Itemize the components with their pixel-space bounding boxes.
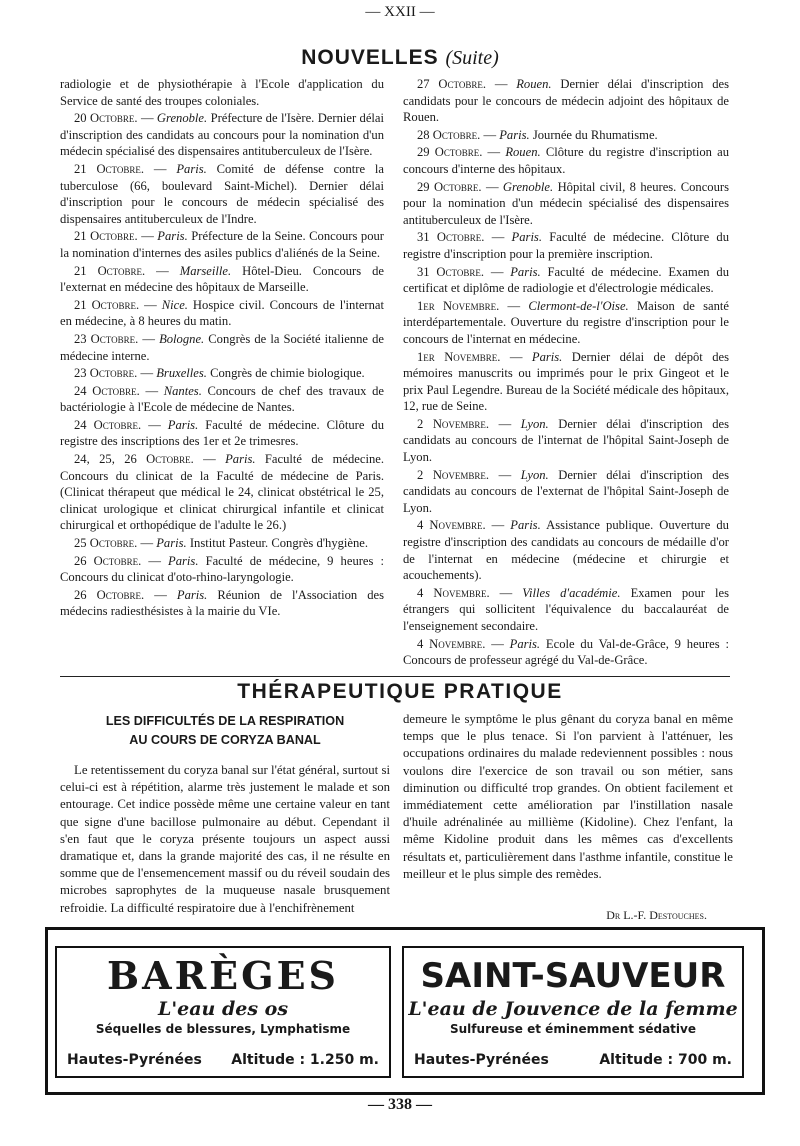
news-entry: 24 Octobre. — Nantes. Concours de chef des travaux de bactériologie à l'Ecole de médecine de Nantes.	[60, 383, 385, 415]
news-date: 24 Octobre.	[74, 417, 142, 432]
news-entry: 21 Octobre. — Paris. Préfecture de la Seine. Concours pour la nomination d'internes des asiles publics d'aliénés de la Seine.	[60, 229, 384, 260]
news-text: Faculté de médecine. Clôture du registre d'inscription pour la première inscription.	[403, 230, 730, 261]
page-number: — 338 —	[368, 1096, 432, 1113]
ad-saint-sauveur-region: Hautes-Pyrénées	[414, 1052, 549, 1068]
news-date: 24, 25, 26 Octobre.	[74, 452, 194, 467]
news-entry: 29 Octobre. — Rouen. Clôture du registre d'inscription au concours d'interne des hôpitaux.	[403, 145, 729, 176]
news-city: Bruxelles.	[156, 366, 207, 381]
ad-saint-sauveur-altitude: Altitude : 700 m.	[599, 1052, 732, 1068]
news-entry: 1er Novembre. — Clermont-de-l'Oise. Maison de santé interdépartementale. Ouverture du registre d'inscription pour le concours de l'internat en médecine.	[403, 298, 730, 346]
advertisement-saint-sauveur	[402, 946, 744, 1078]
ad-bareges-name: BARÈGES	[106, 953, 339, 998]
news-city: Grenoble.	[156, 111, 208, 126]
news-entry: 4 Novembre. — Paris. Assistance publique. Ouverture du registre d'inscription des candidats au concours de médaille d'or de l'internat en médecine (médecine et chirurgie et acouchements).	[403, 518, 729, 583]
news-city: Villes d'académie.	[522, 585, 621, 600]
news-city: Paris.	[225, 452, 256, 467]
news-date: 4 Novembre.	[417, 518, 486, 533]
news-date: 31 Octobre.	[417, 230, 485, 245]
article-title-line2: AU COURS DE CORYZA BANAL	[129, 733, 321, 747]
ad-bareges-subtitle: Séquelles de blessures, Lymphatisme	[95, 1022, 351, 1036]
news-city: Paris.	[510, 518, 541, 533]
news-text: Congrès de la Société italienne de médecine interne.	[60, 331, 385, 363]
news-text: Dernier délai d'inscription des candidats au concours de l'internat de l'hôpital Saint-Joseph de Lyon.	[403, 416, 729, 465]
news-city: Lyon.	[520, 416, 549, 431]
news-text: Préfecture de l'Isère. Dernier délai d'inscription des candidats au concours pour la nomination d'un médecin spécialisé des dispensaires antituberculeux de l'Isère.	[60, 111, 385, 159]
news-entry: 25 Octobre. — Paris. Institut Pasteur. Congrès d'hygiène.	[74, 536, 369, 551]
news-date: 25 Octobre.	[74, 536, 138, 551]
news-city: Lyon.	[520, 467, 549, 482]
news-text: Faculté de médecine. Clôture du registre des inscriptions des 1er et 2e trimesres.	[60, 417, 385, 449]
news-date: 21 Octobre.	[74, 297, 140, 312]
roman-page-number: — XXII —	[365, 4, 435, 20]
section-title: NOUVELLES	[301, 46, 439, 69]
news-text: Hospice civil. Concours de l'internat en médecine, à 8 heures du matin.	[60, 297, 385, 329]
news-city: Paris.	[156, 536, 187, 551]
news-city: Paris.	[510, 264, 541, 279]
news-text: Examen pour les étrangers qui sollicitent l'équivalence du baccalauréat de l'enseignement secondaire.	[403, 585, 729, 633]
news-date: 28 Octobre.	[417, 127, 481, 142]
news-entry: 20 Octobre. — Grenoble. Préfecture de l'Isère. Dernier délai d'inscription des candidats au concours pour la nomination d'un médecin spécialisé des dispensaires antituberculeux de l'Isère.	[60, 111, 385, 159]
news-city: Nice.	[161, 297, 188, 312]
news-entry: 21 Octobre. — Paris. Comité de défense contre la tuberculose (66, boulevard Saint-Michel). Dernier délai d'inscription pour le concours de médecin spécialisé des dispensaires antituberculeux de l'Indre.	[60, 161, 385, 226]
news-date: 21 Octobre.	[74, 229, 138, 244]
news-date: 4 Novembre.	[417, 585, 490, 600]
news-city: Marseille.	[179, 263, 232, 278]
article-paragraph-1: Le retentissement du coryza banal sur l'état général, surtout si celui-ci est à répétition, alarme très justement le malade et son entourage. Cet indice possède même une certaine valeur en tant que signe d'une bacillose pulmonaire au début. Cependant il s'en faut que le coryza présente toujours un aspect aussi dramatique et, dans la grande majorité des cas, il ne résulte en somme que de l'ensemencement massif ou du réveil soudain des microbes saprophytes de la muqueuse nasale brusquement refroidie. La difficulté respiratoire due à l'enchifrènement	[60, 763, 390, 915]
nouvelles-column-left	[60, 76, 384, 620]
ad-saint-sauveur-slogan: L'eau de Jouvence de la femme	[408, 998, 738, 1020]
news-entry: 1er Novembre. — Paris. Dernier délai de dépôt des mémoires manuscrits ou imprimés pour le prix Gingeot et le prix Paul Legendre. Bureau de la Société médicale des hôpitaux, 12, rue de Seine.	[403, 349, 729, 414]
news-text: Institut Pasteur. Congrès d'hygiène.	[189, 536, 369, 551]
ad-saint-sauveur-subtitle: Sulfureuse et éminemment sédative	[450, 1022, 696, 1036]
news-text: Faculté de médecine, 9 heures : Concours du clinicat d'oto-rhino-laryngologie.	[60, 553, 385, 585]
news-text: Réunion de l'Association des médecins radiesthésistes à la mairie du VIe.	[60, 587, 385, 619]
news-text: Faculté de médecine. Concours du clinicat de la Faculté de médecine de Paris. (Clinicat thérapeut que médical le 24, clinicat obstétrical le 25, clinicat urologique et clinicat chirurgical infantile et clinicat chirurgical et orthopédique de l'adulte le 26.)	[60, 452, 385, 533]
ad-saint-sauveur-name: SAINT-SAUVEUR	[420, 956, 726, 996]
news-text: Dernier délai d'inscription des candidats pour le concours de médecin adjoint des hôpitaux de Rouen.	[403, 77, 729, 125]
news-city: Rouen.	[505, 145, 541, 160]
news-date: 23 Octobre.	[74, 366, 138, 381]
news-date: 27 Octobre.	[417, 77, 486, 91]
news-city: Paris.	[176, 161, 207, 176]
news-entry: 4 Novembre. — Villes d'académie. Examen pour les étrangers qui sollicitent l'équivalence du baccalauréat de l'enseignement secondaire.	[403, 585, 729, 633]
article-column-right	[403, 711, 733, 883]
news-city: Grenoble.	[502, 179, 554, 194]
news-date: 1er Novembre.	[417, 298, 500, 313]
news-entry: 24, 25, 26 Octobre. — Paris. Faculté de médecine. Concours du clinicat de la Faculté de médecine de Paris. (Clinicat thérapeut que médical le 24, clinicat obstétrical le 25, clinicat urologique et clinicat chirurgical infantile et clinicat chirurgical et orthopédique de l'adulte le 26.)	[60, 452, 385, 533]
news-text: Journée du Rhumatisme.	[532, 127, 658, 142]
news-city: Paris.	[531, 349, 563, 364]
news-city: Nantes.	[163, 383, 202, 398]
section-heading	[0, 46, 800, 70]
news-date: 26 Octobre.	[74, 587, 145, 602]
news-date: 21 Octobre.	[74, 263, 146, 278]
news-date: 1er Novembre.	[417, 349, 501, 364]
ad-bareges-altitude: Altitude : 1.250 m.	[231, 1052, 379, 1068]
news-text: radiologie et de physiothérapie à l'Ecole d'application du Service de santé des troupes coloniales.	[60, 77, 384, 108]
news-city: Bologne.	[159, 331, 205, 346]
news-city: Paris.	[509, 636, 541, 651]
news-entry: 21 Octobre. — Nice. Hospice civil. Concours de l'internat en médecine, à 8 heures du matin.	[60, 297, 385, 329]
news-entry: 29 Octobre. — Grenoble. Hôpital civil, 8 heures. Concours pour la nomination d'un médecin spécialisé des dispensaires antituberculeux de l'Isère.	[403, 179, 729, 227]
news-entry: 21 Octobre. — Marseille. Hôtel-Dieu. Concours de l'externat en médecine des hôpitaux de Marseille.	[60, 263, 385, 295]
ad-saint-sauveur-footer	[414, 1052, 732, 1068]
news-date: 2 Novembre.	[417, 416, 490, 431]
news-entry: 28 Octobre. — Paris. Journée du Rhumatisme.	[417, 127, 658, 142]
news-entry	[60, 76, 384, 109]
news-city: Paris.	[167, 417, 199, 432]
news-text: Clôture du registre d'inscription au concours d'interne des hôpitaux.	[403, 145, 729, 176]
news-city: Rouen.	[516, 77, 552, 91]
news-entry: 26 Octobre. — Paris. Réunion de l'Association des médecins radiesthésistes à la mairie du VIe.	[60, 587, 385, 619]
section-divider	[60, 676, 730, 677]
news-date: 24 Octobre.	[74, 383, 140, 398]
news-date: 4 Novembre.	[417, 636, 486, 651]
news-entry: 23 Octobre. — Bologne. Congrès de la Société italienne de médecine interne.	[60, 331, 385, 363]
article-signature: Dr L.-F. Destouches.	[606, 908, 707, 922]
news-entry: 27 Octobre. — Rouen. Dernier délai d'inscription des candidats pour le concours de médecin adjoint des hôpitaux de Rouen.	[403, 77, 729, 125]
news-text: Faculté de médecine. Examen du certificat et diplôme de radiologie et d'électrologie médicales.	[403, 264, 729, 296]
news-date: 29 Octobre.	[417, 145, 483, 160]
news-entry: 26 Octobre. — Paris. Faculté de médecine, 9 heures : Concours du clinicat d'oto-rhino-laryngologie.	[60, 553, 385, 585]
article-title-line1: LES DIFFICULTÉS DE LA RESPIRATION	[105, 714, 345, 728]
nouvelles-column-right	[403, 76, 729, 669]
news-text: Hôpital civil, 8 heures. Concours pour la nomination d'un médecin spécialisé des dispensaires antituberculeux de l'Isère.	[403, 179, 729, 227]
news-city: Paris.	[511, 230, 542, 245]
news-text: Ecole du Val-de-Grâce, 9 heures : Concours de professeur agrégé du Val-de-Grâce.	[403, 636, 729, 668]
news-text: Maison de santé interdépartementale. Ouverture du registre d'inscription pour le concours de l'internat en médecine.	[403, 298, 730, 346]
news-date: 21 Octobre.	[74, 161, 145, 176]
news-text: Dernier délai de dépôt des mémoires manuscrits ou imprimés pour le prix Gingeot et le prix Paul Legendre. Bureau de la Société médicale des hôpitaux, 12, rue de Seine.	[403, 349, 729, 414]
news-entry: 23 Octobre. — Bruxelles. Congrès de chimie biologique.	[74, 366, 365, 381]
article-paragraph-2: demeure le symptôme le plus gênant du coryza banal en même temps que le plus tenace. Si l'on parvient à l'atténuer, les occupations ordinaires du malade redeviennent possibles : nous voulons dire l'exercice de son travail ou son métier, sans diminution ou difficulté trop grandes. On obtient facilement et immédiatement cette amélioration par l'instillation nasale d'huile adrénalinée au millième (Kidoline). Chez l'enfant, la même Kidoline produit dans les mêmes cas d'excellents résultats et, particulièrement dans l'asthme infantile, constitue le meilleur et le plus simple des remèdes.	[403, 712, 733, 881]
news-date: 2 Novembre.	[417, 467, 490, 482]
news-text: Dernier délai d'inscription des candidats au concours de l'externat de l'hôpital Saint-Joseph de Lyon.	[403, 467, 729, 515]
news-date: 26 Octobre.	[74, 553, 142, 568]
news-date: 31 Octobre.	[417, 264, 484, 279]
section-suite: (Suite)	[445, 47, 499, 69]
news-entry: 2 Novembre. — Lyon. Dernier délai d'inscription des candidats au concours de l'internat de l'hôpital Saint-Joseph de Lyon.	[403, 416, 729, 465]
therapeutique-title: THÉRAPEUTIQUE PRATIQUE	[237, 680, 563, 703]
ad-bareges-slogan: L'eau des os	[157, 998, 289, 1020]
news-text: Préfecture de la Seine. Concours pour la nomination d'internes des asiles publics d'aliénés de la Seine.	[60, 229, 384, 260]
ad-bareges-region: Hautes-Pyrénées	[67, 1052, 202, 1068]
news-city: Clermont-de-l'Oise.	[528, 298, 629, 313]
news-city: Paris.	[499, 127, 530, 142]
news-text: Hôtel-Dieu. Concours de l'externat en médecine des hôpitaux de Marseille.	[60, 263, 385, 295]
news-text: Comité de défense contre la tuberculose (66, boulevard Saint-Michel). Dernier délai d'inscription pour le concours de médecin spécialisé des dispensaires antituberculeux de l'Indre.	[60, 161, 385, 226]
news-entry: 2 Novembre. — Lyon. Dernier délai d'inscription des candidats au concours de l'externat de l'hôpital Saint-Joseph de Lyon.	[403, 467, 729, 515]
news-entry: 31 Octobre. — Paris. Faculté de médecine. Examen du certificat et diplôme de radiologie et d'électrologie médicales.	[403, 264, 729, 296]
news-text: Assistance publique. Ouverture du registre d'inscription des candidats au concours de médaille d'or de l'internat en médecine (médecine et chirurgie et acouchements).	[403, 518, 729, 583]
news-date: 23 Octobre.	[74, 331, 139, 346]
news-date: 29 Octobre.	[417, 179, 482, 194]
news-text: Concours de chef des travaux de bactériologie à l'Ecole de médecine de Nantes.	[60, 383, 385, 415]
news-date: 20 Octobre.	[74, 111, 138, 126]
news-city: Paris.	[168, 553, 199, 568]
ad-bareges-footer	[67, 1052, 379, 1068]
news-entry: 24 Octobre. — Paris. Faculté de médecine. Clôture du registre des inscriptions des 1er et 2e trimesres.	[60, 417, 385, 449]
news-city: Paris.	[176, 587, 208, 602]
article-column-left	[60, 762, 390, 917]
news-entry: 4 Novembre. — Paris. Ecole du Val-de-Grâce, 9 heures : Concours de professeur agrégé du Val-de-Grâce.	[403, 636, 729, 668]
advertisement-bareges	[55, 946, 391, 1078]
article-title	[60, 712, 390, 750]
news-entry: 31 Octobre. — Paris. Faculté de médecine. Clôture du registre d'inscription pour la première inscription.	[403, 230, 730, 261]
news-city: Paris.	[157, 229, 188, 244]
news-text: Congrès de chimie biologique.	[210, 366, 365, 381]
